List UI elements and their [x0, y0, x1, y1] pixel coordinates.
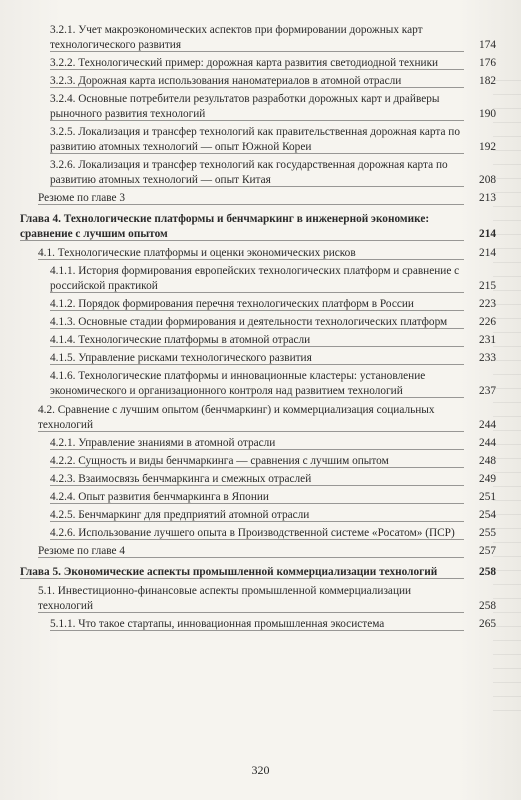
toc-entry-page: 244	[479, 437, 496, 449]
toc-chapter-entry	[20, 212, 496, 242]
toc-entry-title: 3.2.4. Основные потребители результатов разработки дорожных карт и драйверы рыночного развития технологий	[50, 93, 440, 120]
toc-entry-page: 265	[479, 618, 496, 630]
toc-entry-page: 237	[479, 385, 496, 397]
toc-entry-page: 254	[479, 509, 496, 521]
toc-entry-page: 251	[479, 491, 496, 503]
toc-entry-page: 192	[479, 141, 496, 153]
toc-entry	[50, 333, 496, 348]
toc-entry-title: 4.1.3. Основные стадии формирования и деятельности технологических платформ	[50, 316, 448, 328]
toc-entry-page: 214	[479, 247, 496, 259]
toc-entry-title: 4.1.1. История формирования европейских технологических платформ и сравнение с российской практикой	[50, 265, 460, 292]
toc-chapter-entry	[20, 565, 496, 580]
toc-entry-title: 4.2. Сравнение с лучшим опытом (бенчмаркинг) и коммерциализация социальных технологий	[38, 404, 435, 431]
toc-entry-title: 4.1.6. Технологические платформы и инновационные кластеры: установление экономического и организационного контроля над развитием технологий	[50, 370, 426, 397]
toc-entry-title: 4.1.2. Порядок формирования перечня технологических платформ в России	[50, 298, 414, 310]
toc-entry-title: Глава 5. Экономические аспекты промышленной коммерциализации технологий	[20, 566, 438, 578]
toc-entry-title: 4.1. Технологические платформы и оценки экономических рисков	[38, 247, 356, 259]
toc-entry-page: 223	[479, 298, 496, 310]
toc-entry	[50, 472, 496, 487]
toc-entry-title: 4.2.5. Бенчмаркинг для предприятий атомной отрасли	[50, 509, 310, 521]
toc-entry-title: 5.1.1. Что такое стартапы, инновационная промышленная экосистема	[50, 618, 385, 630]
toc-entry-page: 255	[479, 527, 496, 539]
toc-entry	[50, 436, 496, 451]
toc-entry-page: 226	[479, 316, 496, 328]
toc-entry-title: 3.2.3. Дорожная карта использования наноматериалов в атомной отрасли	[50, 75, 402, 87]
toc-entry-page: 249	[479, 473, 496, 485]
toc-entry	[50, 92, 496, 122]
toc-entry	[50, 264, 496, 294]
toc-entry	[50, 56, 496, 71]
toc-entry-page: 257	[479, 545, 496, 557]
toc-entry-title: Резюме по главе 3	[38, 192, 126, 204]
bleed-through-text	[493, 80, 521, 720]
toc-entry	[50, 526, 496, 541]
toc-entry-title: 3.2.1. Учет макроэкономических аспектов при формировании дорожных карт технологического развития	[50, 24, 423, 51]
toc-entry-page: 213	[479, 192, 496, 204]
toc-entry-page: 174	[479, 39, 496, 51]
toc-entry	[50, 617, 496, 632]
toc-entry-page: 258	[479, 600, 496, 612]
toc-summary-entry	[38, 544, 496, 559]
toc-entry-page: 190	[479, 108, 496, 120]
toc-entry	[50, 125, 496, 155]
toc-entry-title: 3.2.5. Локализация и трансфер технологий как правительственная дорожная карта по развитию атомных технологий — опыт Южной Кореи	[50, 126, 460, 153]
toc-entry	[50, 315, 496, 330]
toc-entry-title: 4.1.5. Управление рисками технологического развития	[50, 352, 312, 364]
toc-entry	[50, 158, 496, 188]
toc-entry-title: 3.2.6. Локализация и трансфер технологий как государственная дорожная карта по развитию атомных технологий — опыт Китая	[50, 159, 448, 186]
toc-entry-page: 231	[479, 334, 496, 346]
table-of-contents	[20, 20, 496, 632]
page-number: 320	[251, 763, 270, 777]
toc-entry	[38, 246, 496, 261]
toc-entry-title: 3.2.2. Технологический пример: дорожная карта развития светодиодной техники	[50, 57, 439, 69]
toc-entry	[50, 297, 496, 312]
toc-entry	[38, 584, 496, 614]
toc-entry-page: 258	[479, 566, 496, 578]
toc-entry-page: 176	[479, 57, 496, 69]
toc-entry	[50, 369, 496, 399]
toc-entry-title: 4.2.4. Опыт развития бенчмаркинга в Японии	[50, 491, 269, 503]
toc-entry-page: 248	[479, 455, 496, 467]
toc-entry-title: 4.1.4. Технологические платформы в атомной отрасли	[50, 334, 311, 346]
toc-entry-title: 5.1. Инвестиционно-финансовые аспекты промышленной коммерциализации технологий	[38, 585, 412, 612]
toc-entry-page: 208	[479, 174, 496, 186]
toc-entry-page: 233	[479, 352, 496, 364]
toc-entry	[50, 351, 496, 366]
toc-entry-page: 215	[479, 280, 496, 292]
toc-entry	[50, 23, 496, 53]
toc-entry	[50, 454, 496, 469]
toc-entry-title: Глава 4. Технологические платформы и бенчмаркинг в инженерной экономике: сравнение с лучшим опытом	[20, 213, 430, 240]
toc-summary-entry	[38, 191, 496, 206]
toc-entry-page: 244	[479, 419, 496, 431]
toc-entry-title: 4.2.3. Взаимосвязь бенчмаркинга и смежных отраслей	[50, 473, 312, 485]
toc-entry	[38, 403, 496, 433]
toc-entry-title: 4.2.6. Использование лучшего опыта в Производственной системе «Росатом» (ПСР)	[50, 527, 455, 539]
toc-entry-page: 182	[479, 75, 496, 87]
toc-entry-title: 4.2.1. Управление знаниями в атомной отрасли	[50, 437, 276, 449]
toc-entry	[50, 490, 496, 505]
toc-entry-title: 4.2.2. Сущность и виды бенчмаркинга — сравнения с лучшим опытом	[50, 455, 389, 467]
toc-entry-title: Резюме по главе 4	[38, 545, 126, 557]
toc-entry	[50, 508, 496, 523]
toc-entry-page: 214	[479, 228, 496, 240]
toc-entry	[50, 74, 496, 89]
